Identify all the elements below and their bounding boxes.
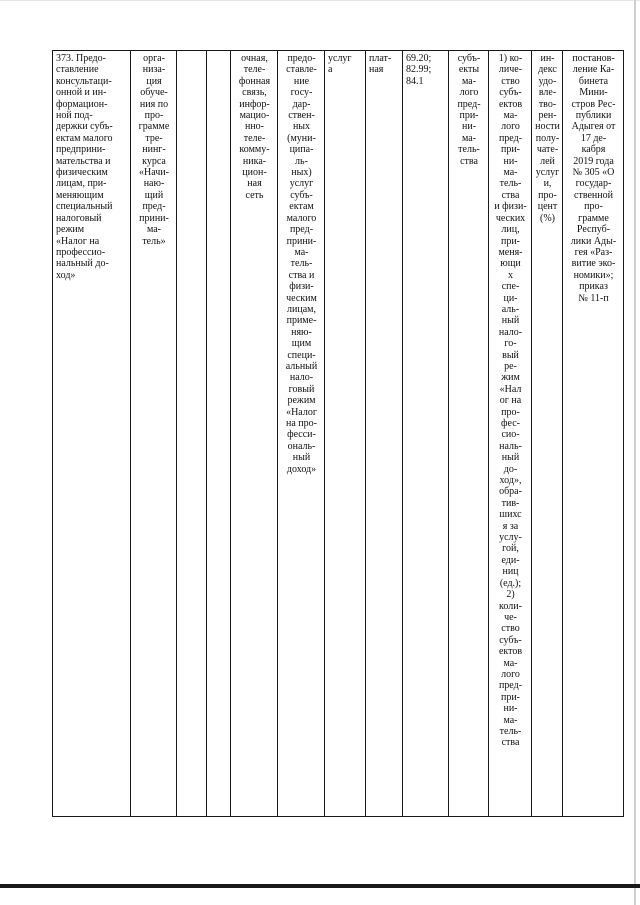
unit-cell (325, 51, 366, 817)
service-name: 373. Предо- ставление консультаци- онной и ин- формацион- ной под- держки субъ- ектам малого предприни- мательства и физическим лицам, при- меняющим специальный налоговый режим «Налог на профессио- нальный до- ход» (56, 53, 113, 281)
table-row (53, 51, 624, 817)
volume-indicators: 1) ко- личе- ство субъ- ектов ма- лого пред- при- ни- ма- тель- ства и физи- ческих лиц, при- меня- ющи х спе- ци- аль- ный нало- го- вый ре- жим «Нал ог на про- фес- сио- наль- ный до- ход», обра- тив- шихс я за услу- гой, еди- ниц (ед.); 2) коли- че- ство субъ- ектов ма- лого пред- при- ни- ма- тель- ства (494, 53, 527, 749)
service-name-cell (53, 51, 131, 817)
page-top-edge (0, 0, 640, 1)
scan-bottom-edge (0, 884, 640, 888)
unit: услуг а (328, 53, 352, 76)
legal-basis-cell (563, 51, 624, 817)
empty-cell-3 (177, 51, 207, 817)
quality-indicators: ин- декс удо- вле- тво- рен- ности полу- чате- лей услуг и, про- цент (%) (535, 53, 560, 224)
legal-basis: постанов- ление Ка- бинета Мини- стров Рес- публики Адыгея от 17 де- кабря 2019 года № 305 «О государ- ственной про- грамме Респуб- лики Ады- гея «Раз- витие эко- номики»; приказ № 11-п (570, 53, 617, 304)
consumers: субъ- екты ма- лого пред- при- ни- ма- тель- ства (457, 53, 481, 167)
organization-form: орга- низа- ция обуче- ния по про- грамме тре- нинг- курса «Начи- наю- щий пред- прини- ма- тель» (138, 53, 170, 247)
service-description-cell (278, 51, 325, 817)
delivery-form: очная, теле- фонная связь, инфор- мацио- нно- теле- комму- ника- цион- ная сеть (238, 53, 271, 201)
quality-indicators-cell (532, 51, 563, 817)
delivery-form-cell (231, 51, 278, 817)
empty-cell-4 (207, 51, 231, 817)
indicators-cell (489, 51, 532, 817)
codes-cell (403, 51, 449, 817)
services-registry-table (52, 50, 624, 817)
payment-type: плат- ная (369, 53, 392, 76)
consumers-cell (449, 51, 489, 817)
service-description: предо- ставле- ние госу- дар- ствен- ных (муни- ципа- ль- ных) услуг субъ- ектам малого пред- прини- ма- тель- ства и физи- ческим лицам, приме- няю- щим специ- альный нало- говый режим «Налог на про- фесси- ональ- ный доход» (285, 53, 318, 475)
payment-cell (366, 51, 403, 817)
okved-codes: 69.20; 82.99; 84.1 (406, 53, 432, 87)
organization-form-cell (131, 51, 177, 817)
page-right-edge (634, 0, 636, 905)
